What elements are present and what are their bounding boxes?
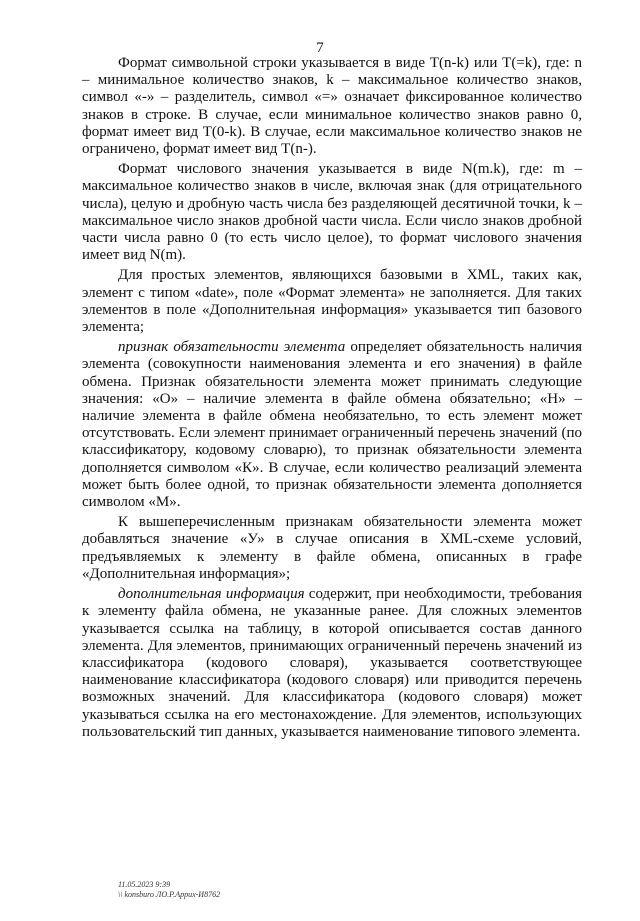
stamp-user: \\ konsburo ЛО.Р.Аррих-И8762 [118, 890, 221, 899]
paragraph-text: К вышеперечисленным признакам обязательности элемента может добавляться значение «У» в случае описания в XML-схеме условий, предъявляемых к элементу в файле обмена, описанных в графе «Дополнительная информация»; [82, 514, 582, 582]
print-stamp [118, 880, 220, 900]
paragraph-condition-flag [82, 514, 582, 583]
term-additional-info: дополнительная информация [118, 586, 305, 603]
paragraph-text: Формат символьной строки указывается в виде T(n-k) или T(=k), где: n – минимальное количество знаков, k – максимальное количество знаков, символ «-» – разделитель, символ «=» означает фиксированное количество знаков в строке. В случае, если минимальное количество знаков равно 0, формат имеет вид T(0-k). В случае, если максимальное количество знаков не ограничено, формат имеет вид T(n-). [82, 55, 582, 158]
paragraph-text: содержит, при необходимости, требования к элементу файла обмена, не указанные ранее. Для сложных элементов указывается ссылка на таблицу, в которой описывается состав данного элемента. Для элементов, принимающих ограниченный перечень значений из классификатора (кодового словаря), указывается соответствующее наименование классификатора (кодового словаря) или приводится перечень возможных значений. Для классификатора (кодового словаря) может указываться ссылка на его местонахождение. Для элементов, использующих пользовательский тип данных, указывается наименование типового элемента. [82, 586, 582, 740]
paragraph-string-format [82, 55, 582, 158]
paragraph-simple-elements [82, 267, 582, 336]
paragraph-numeric-format [82, 161, 582, 264]
document-body [82, 55, 582, 741]
paragraph-text: Для простых элементов, являющихся базовыми в XML, таких как, элемент с типом «date», поле «Формат элемента» не заполняется. Для таких элементов в поле «Дополнительная информация» указывается тип базового элемента; [82, 267, 582, 336]
stamp-timestamp: 11.05.2023 9:39 [118, 880, 171, 889]
paragraph-mandatory-flag [82, 339, 582, 511]
paragraph-text: Формат числового значения указывается в виде N(m.k), где: m – максимальное количество знаков в числе, включая знак (для отрицательного числа), целую и дробную часть числа без разделяющей десятичной точки, k – максимальное число знаков дробной части числа. Если число знаков дробной части числа равно 0 (то есть число целое), то формат числового значения имеет вид N(m). [82, 161, 582, 264]
term-mandatory-flag: признак обязательности элемента [118, 339, 346, 356]
paragraph-text: определяет обязательность наличия элемента (совокупности наименования элемента и его значения) в файле обмена. Признак обязательности элемента может принимать следующие значения: «О» – наличие элемента в файле обмена обязательно; «Н» – наличие элемента в файле обмена необязательно, то есть элемент может отсутствовать. Если элемент принимает ограниченный перечень значений (по классификатору, кодовому словарю), то признак обязательности элемента дополняется символом «К». В случае, если количество реализаций элемента может быть более одной, то признак обязательности элемента дополняется символом «М». [82, 339, 582, 511]
paragraph-additional-info [82, 586, 582, 741]
page-number: 7 [316, 40, 324, 56]
